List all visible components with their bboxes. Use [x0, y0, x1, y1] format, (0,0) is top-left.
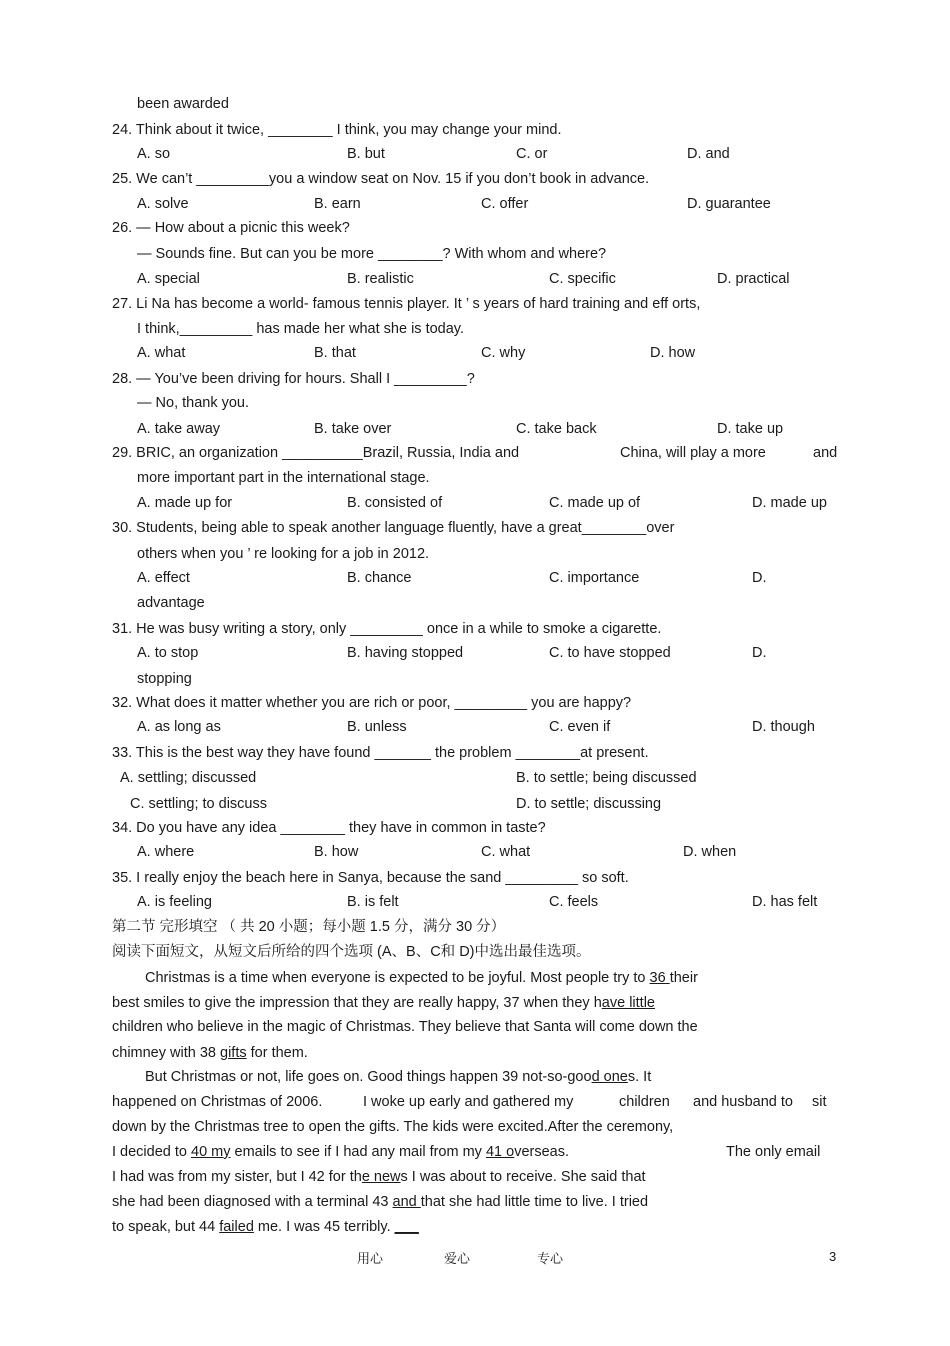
q29-option-c: C. made up of [549, 495, 641, 511]
footer-word-2: 爱心 [444, 1251, 471, 1266]
passage-line-8 [112, 1143, 569, 1161]
q33-option-b: B. to settle; being discussed [516, 770, 697, 786]
q29-option-b: B. consisted of [347, 495, 443, 511]
q30-option-a: A. effect [137, 570, 190, 586]
q30-stem-2: others when you ’ re looking for a job in 2012. [137, 546, 430, 562]
q34-option-b: B. how [314, 844, 359, 860]
section-heading: 第二节 完形填空 （ 共 20 小题；每小题 1.5 分，满分 30 分） [112, 919, 506, 935]
q26-stem: 26. — How about a picnic this week? [112, 220, 350, 236]
q24-option-b: B. but [347, 146, 385, 162]
q35-option-a: A. is feeling [137, 894, 212, 910]
q35-stem: 35. I really enjoy the beach here in Sanya, because the sand _________ so soft. [112, 870, 629, 886]
passage-line-6a: happened on Christmas of 2006. [112, 1094, 323, 1110]
q29-stem-b: China, will play a more [620, 445, 766, 461]
q25-option-d: D. guarantee [687, 196, 771, 212]
passage-text: s I was about to receive. She said that [400, 1169, 646, 1185]
passage-text: me. I was 45 terribly. [253, 1219, 395, 1235]
passage-line-8-right: The only email [726, 1144, 821, 1160]
q31-option-a: A. to stop [137, 645, 199, 661]
q28-option-c: C. take back [516, 421, 597, 437]
passage-line-5 [145, 1068, 651, 1086]
passage-line-6d: and husband to [693, 1094, 793, 1110]
passage-text: But Christmas or not, life goes on. Good things happen 39 not-so-goo [145, 1069, 592, 1085]
passage-text: I had was from my sister, but I 42 for th [112, 1169, 362, 1185]
passage-text: I decided to [112, 1144, 191, 1160]
passage-line-6c: children [619, 1094, 670, 1110]
passage-text: best smiles to give the impression that they are really happy, 37 when they h [112, 995, 602, 1011]
underlined-text: gifts [220, 1045, 247, 1061]
q27-option-a: A. what [137, 345, 186, 361]
underlined-text: failed [219, 1219, 254, 1235]
q34-option-a: A. where [137, 844, 195, 860]
q25-stem: 25. We can’t _________you a window seat on Nov. 15 if you don’t book in advance. [112, 171, 650, 187]
q30-option-b: B. chance [347, 570, 412, 586]
q27-stem: 27. Li Na has become a world- famous tennis player. It ’ s years of hard training and eff orts, [112, 296, 701, 312]
q28-stem: 28. — You’ve been driving for hours. Shall I _________? [112, 371, 475, 387]
q29-stem-c: and [813, 445, 838, 461]
passage-text: chimney with 38 [112, 1045, 220, 1061]
passage-line-6b: I woke up early and gathered my [363, 1094, 574, 1110]
q33-option-c: C. settling; to discuss [130, 796, 267, 812]
q24-option-a: A. so [137, 146, 171, 162]
q31-option-d-text: stopping [137, 671, 192, 687]
underlined-text: and [392, 1194, 421, 1210]
q31-option-b: B. having stopped [347, 645, 464, 661]
passage-line-10 [112, 1193, 648, 1211]
passage-text: for them. [246, 1045, 308, 1061]
q25-option-c: C. offer [481, 196, 529, 212]
passage-line-4 [112, 1044, 308, 1062]
underlined-text: ave little [601, 995, 655, 1011]
footer-word-3: 专心 [537, 1251, 564, 1266]
passage-line-3: children who believe in the magic of Christmas. They believe that Santa will come down the [112, 1019, 698, 1035]
passage-text: verseas. [514, 1144, 569, 1160]
q34-option-d: D. when [683, 844, 737, 860]
q26-option-d: D. practical [717, 271, 790, 287]
q35-option-b: B. is felt [347, 894, 399, 910]
q24-stem: 24. Think about it twice, ________ I think, you may change your mind. [112, 122, 562, 138]
q29-option-d: D. made up [752, 495, 827, 511]
passage-text: to speak, but 44 [112, 1219, 220, 1235]
q27-option-c: C. why [481, 345, 526, 361]
q27-stem-2: I think,_________ has made her what she is today. [137, 321, 465, 337]
q31-stem: 31. He was busy writing a story, only _________ once in a while to smoke a cigarette. [112, 621, 662, 637]
underlined-text: d one [591, 1069, 628, 1085]
q35-option-d: D. has felt [752, 894, 818, 910]
passage-text: Christmas is a time when everyone is expected to be joyful. Most people try to [145, 970, 650, 986]
footer-word-1: 用心 [357, 1251, 384, 1266]
passage-line-7: down by the Christmas tree to open the gifts. The kids were excited.After the ceremony, [112, 1119, 674, 1135]
passage-line-6e: sit [812, 1094, 827, 1110]
q25-option-b: B. earn [314, 196, 361, 212]
q30-option-c: C. importance [549, 570, 640, 586]
q31-option-c: C. to have stopped [549, 645, 671, 661]
passage-text: she had been diagnosed with a terminal 43 [112, 1194, 393, 1210]
q35-option-c: C. feels [549, 894, 599, 910]
q29-option-a: A. made up for [137, 495, 233, 511]
q30-option-d-text: advantage [137, 595, 205, 611]
q28-option-d: D. take up [717, 421, 784, 437]
q25-option-a: A. solve [137, 196, 189, 212]
q32-stem: 32. What does it matter whether you are rich or poor, _________ you are happy? [112, 695, 632, 711]
q26-option-a: A. special [137, 271, 200, 287]
q33-option-d: D. to settle; discussing [516, 796, 662, 812]
q26-stem-2: — Sounds fine. But can you be more ________? With whom and where? [137, 246, 607, 262]
passage-line-2 [112, 994, 655, 1012]
passage-text: their [669, 970, 698, 986]
passage-text: s. It [627, 1069, 652, 1085]
passage-line-9 [112, 1168, 646, 1186]
q27-option-b: B. that [314, 345, 356, 361]
section-instruction: 阅读下面短文，从短文后所给的四个选项 (A、B、C和 D)中选出最佳选项。 [112, 944, 591, 960]
q33-stem: 33. This is the best way they have found _______ the problem ________at present. [112, 745, 649, 761]
q34-stem: 34. Do you have any idea ________ they have in common in taste? [112, 820, 546, 836]
q33-option-a: A. settling; discussed [120, 770, 257, 786]
passage-line-1 [145, 969, 698, 987]
underlined-text: e new [361, 1169, 401, 1185]
q30-stem: 30. Students, being able to speak another language fluently, have a great________over [112, 520, 675, 536]
passage-line-11 [112, 1218, 419, 1236]
q27-option-d: D. how [650, 345, 696, 361]
blank-40: 40 my [191, 1144, 231, 1160]
q28-option-b: B. take over [314, 421, 392, 437]
q31-option-d: D. [752, 645, 767, 661]
blank-45-tail: ___ [394, 1219, 419, 1235]
blank-36: 36 [649, 970, 670, 986]
q29-stem-2: more important part in the international stage. [137, 470, 430, 486]
page-number: 3 [829, 1249, 837, 1264]
passage-text: that she had little time to live. I tried [420, 1194, 649, 1210]
prev-question-tail: been awarded [137, 96, 229, 112]
q26-option-c: C. specific [549, 271, 616, 287]
q28-stem-2: — No, thank you. [137, 395, 250, 411]
blank-41: 41 o [485, 1144, 515, 1160]
q26-option-b: B. realistic [347, 271, 414, 287]
q32-option-a: A. as long as [137, 719, 221, 735]
q28-option-a: A. take away [137, 421, 221, 437]
q24-option-c: C. or [516, 146, 548, 162]
q34-option-c: C. what [481, 844, 531, 860]
q30-option-d: D. [752, 570, 767, 586]
q32-option-c: C. even if [549, 719, 611, 735]
q32-option-b: B. unless [347, 719, 407, 735]
q32-option-d: D. though [752, 719, 815, 735]
q29-stem: 29. BRIC, an organization __________Brazil, Russia, India and [112, 445, 520, 461]
passage-text: emails to see if I had any mail from my [230, 1144, 486, 1160]
q24-option-d: D. and [687, 146, 730, 162]
